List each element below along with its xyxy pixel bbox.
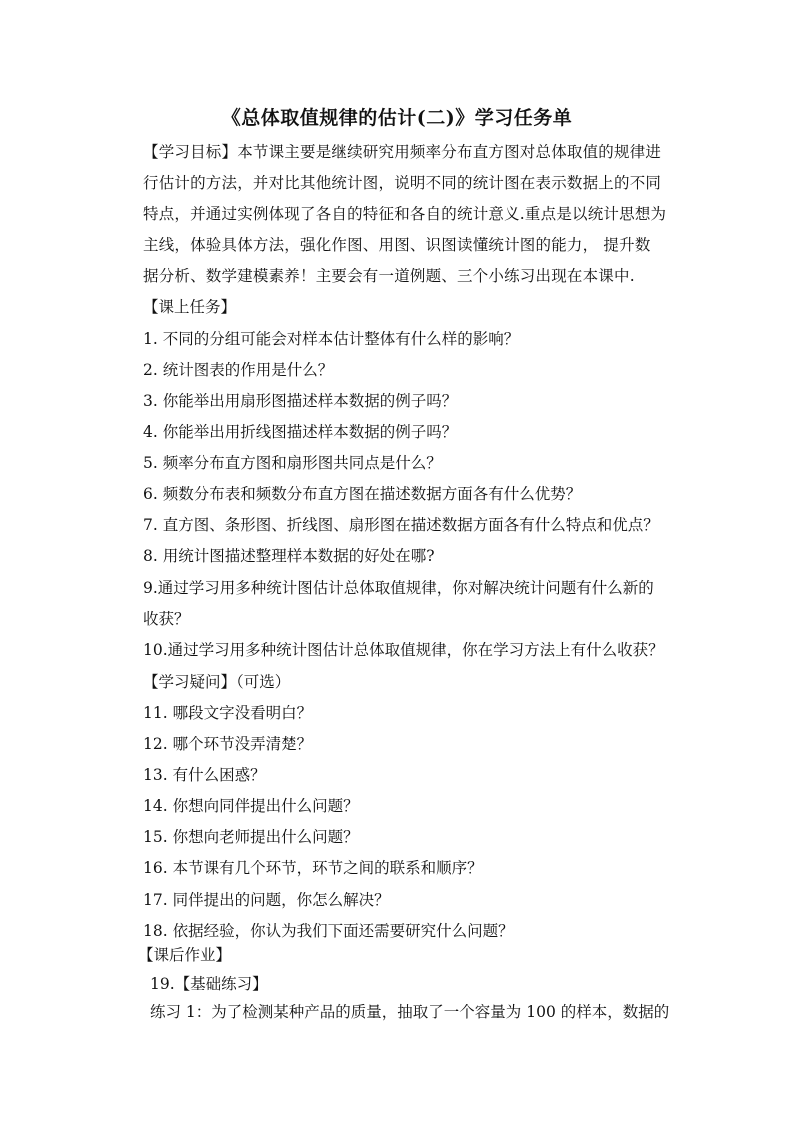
- question-item: 18. 依据经验，你认为我们下面还需要研究什么问题？: [143, 922, 514, 940]
- goal-line: 【学习目标】本节课主要是继续研究用频率分布直方图对总体取值的规律进: [143, 143, 662, 161]
- task-item: 6. 频数分布表和频数分布直方图在描述数据方面各有什么优势？: [143, 485, 582, 503]
- goal-line: 主线，体验具体方法，强化作图、用图、识图读懂统计图的能力， 提升数: [143, 236, 651, 254]
- page-title: 《总体取值规律的估计(二)》学习任务单: [221, 107, 573, 129]
- exercise-line: 练习 1：为了检测某种产品的质量，抽取了一个容量为 100 的样本，数据的: [150, 1003, 670, 1021]
- task-item: 4. 你能举出用折线图描述样本数据的例子吗？: [143, 423, 458, 441]
- goal-line: 据分析、数学建模素养！主要会有一道例题、三个小练习出现在本课中.: [143, 267, 635, 285]
- question-item: 16. 本节课有几个环节，环节之间的联系和顺序？: [143, 859, 483, 877]
- question-item: 13. 有什么困惑？: [143, 766, 266, 784]
- goal-line: 特点，并通过实例体现了各自的特征和各自的统计意义.重点是以统计思想为: [143, 205, 667, 223]
- goal-line: 行估计的方法，并对比其他统计图，说明不同的统计图在表示数据上的不同: [143, 174, 662, 192]
- task-item: 9.通过学习用多种统计图估计总体取值规律，你对解决统计问题有什么新的: [143, 579, 654, 597]
- question-item: 17. 同伴提出的问题，你怎么解决？: [143, 891, 390, 909]
- task-item: 7. 直方图、条形图、折线图、扇形图在描述数据方面各有什么特点和优点？: [143, 516, 659, 534]
- task-item: 2. 统计图表的作用是什么？: [143, 361, 334, 379]
- questions-heading: 【学习疑问】（可选）: [143, 673, 291, 691]
- question-item: 11. 哪段文字没看明白？: [143, 704, 313, 722]
- task-item: 10.通过学习用多种统计图估计总体取值规律，你在学习方法上有什么收获？: [143, 641, 664, 659]
- task-item-continued: 收获？: [143, 610, 190, 628]
- task-item: 1. 不同的分组可能会对样本估计整体有什么样的影响？: [143, 330, 520, 348]
- question-item: 12. 哪个环节没弄清楚？: [143, 735, 313, 753]
- task-item: 3. 你能举出用扇形图描述样本数据的例子吗？: [143, 392, 458, 410]
- tasks-heading: 【课上任务】: [143, 298, 237, 316]
- task-item: 8. 用统计图描述整理样本数据的好处在哪?: [143, 547, 435, 565]
- homework-heading: 【课后作业】: [138, 946, 232, 964]
- basic-practice-heading: 19.【基础练习】: [150, 975, 268, 993]
- question-item: 14. 你想向同伴提出什么问题？: [143, 797, 359, 815]
- question-item: 15. 你想向老师提出什么问题？: [143, 828, 359, 846]
- task-item: 5. 频率分布直方图和扇形图共同点是什么？: [143, 454, 442, 472]
- learning-goal-paragraph: [143, 142, 683, 297]
